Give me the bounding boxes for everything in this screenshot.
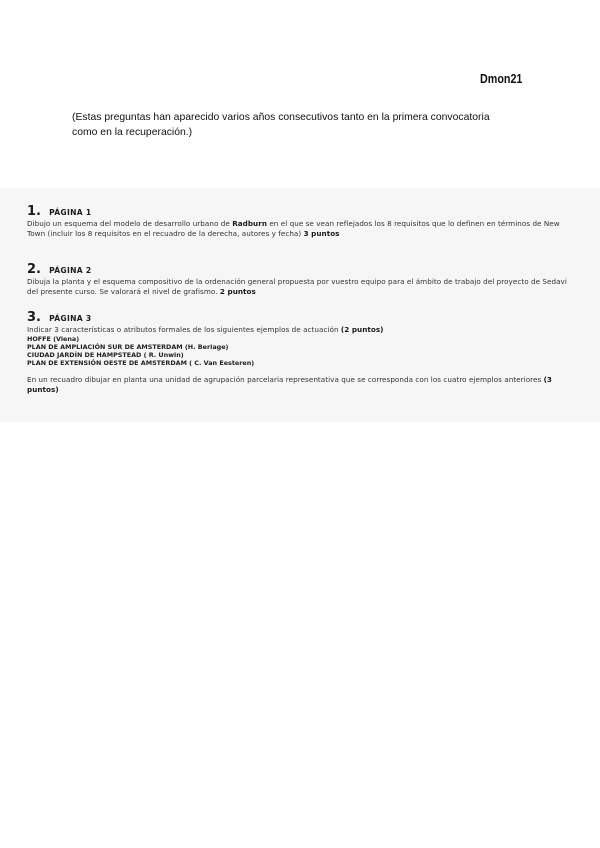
question-3-text: Indicar 3 características o atributos formales de los siguientes ejemplos de actuación (2 puntos) (27, 325, 384, 334)
question-2-heading (27, 262, 572, 277)
scanned-exam-excerpt (0, 188, 600, 422)
question-3 (27, 310, 572, 395)
points-label: 2 puntos (219, 286, 256, 296)
intro-note (72, 110, 532, 140)
question-1-text: Dibujo un esquema del modelo de desarrollo urbano de Radburn en el que se vean reflejados los 8 requisitos que lo definen en términos de New Town (incluir los 8 requisitos en el recuadro de la derecha, autores y fecha) 3 puntos (27, 219, 560, 238)
question-number: 1. (27, 204, 41, 219)
document-code: Dmon21 (480, 72, 523, 86)
question-1 (27, 204, 572, 238)
question-title: PÁGINA 2 (49, 266, 92, 275)
question-3-extra-text: En un recuadro dibujar en planta una unidad de agrupación parcelaria representativa que se corresponda con los cuatro ejemplos anteriores (3 puntos) (27, 375, 552, 394)
intro-note-line-1: (Estas preguntas han aparecido varios años consecutivos tanto en la primera convocatoria (72, 112, 490, 123)
points-label: (2 puntos) (340, 325, 384, 334)
points-label: 3 puntos (303, 228, 340, 238)
question-2 (27, 262, 572, 296)
intro-note-line-2: como en la recuperación.) (72, 127, 193, 138)
list-item: PLAN DE EXTENSIÓN OESTE DE AMSTERDAM ( C. Van Eesteren) (27, 359, 255, 368)
question-3-heading (27, 310, 572, 325)
list-item: HOFFE (Viena) (27, 334, 80, 343)
question-number: 2. (27, 262, 41, 277)
example-list (27, 335, 572, 368)
question-title: PÁGINA 1 (49, 208, 92, 217)
question-2-text: Dibuja la planta y el esquema compositivo de la ordenación general propuesta por vuestro equipo para el ámbito de trabajo del proyecto de Sedavi del presente curso. Se valorará el nivel de grafismo. 2 puntos (27, 277, 567, 296)
question-title: PÁGINA 3 (49, 314, 92, 323)
list-item: CIUDAD JARDÍN DE HAMPSTEAD ( R. Unwin) (27, 351, 184, 359)
points-label: (3 puntos) (27, 375, 552, 394)
question-1-heading (27, 204, 572, 219)
list-item: PLAN DE AMPLIACIÓN SUR DE AMSTERDAM (H. Berlage) (27, 342, 229, 351)
question-number: 3. (27, 310, 41, 325)
